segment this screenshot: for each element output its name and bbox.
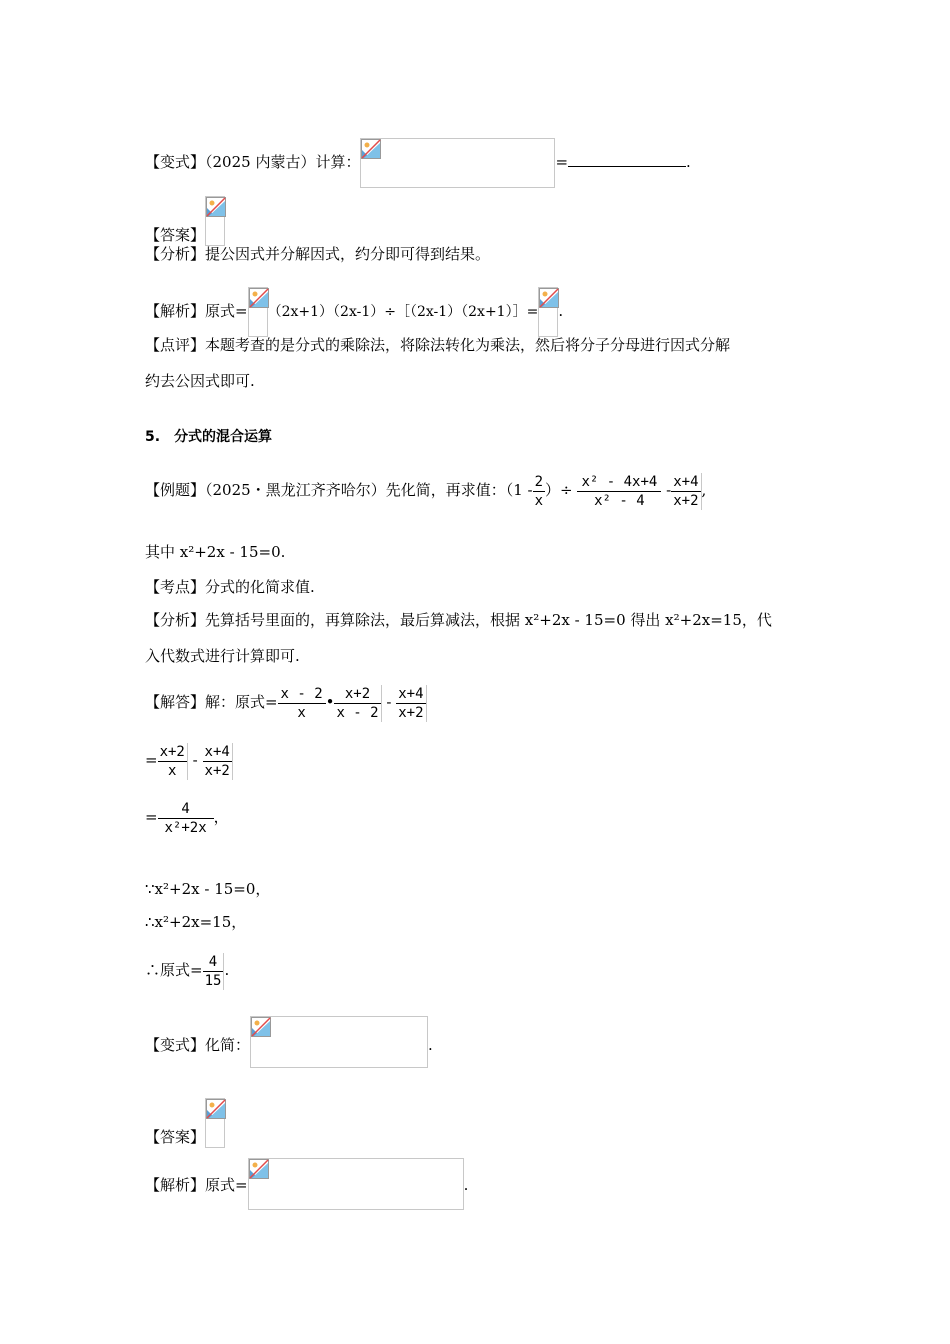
comment-1-line-1 <box>145 334 730 356</box>
minus-sign: - <box>386 693 392 711</box>
kaodian-text: 分式的化简求值. <box>205 578 315 596</box>
broken-image <box>205 196 225 246</box>
jieda-step-1 <box>145 682 427 722</box>
period: . <box>428 1036 433 1054</box>
variant-text: 化简： <box>205 1036 251 1054</box>
example <box>145 470 706 510</box>
broken-image <box>248 287 268 337</box>
broken-image-icon <box>251 1017 271 1037</box>
period: . <box>224 961 230 979</box>
solution-text: 原式= <box>205 302 248 320</box>
variant-text: （2025 内蒙古）计算： <box>205 153 361 171</box>
answer-tag: 【答案】 <box>145 226 206 244</box>
broken-image <box>538 287 558 337</box>
period: . <box>686 153 691 171</box>
fraction: $\frac{\text{x² - 4x+4}}{\text{x² - 4}}$ <box>577 473 661 510</box>
paren-open: （1 - <box>505 481 533 499</box>
paren-close-divide: ）÷ <box>545 481 573 499</box>
solution-1 <box>145 287 563 337</box>
because-line: ∵x²+2x - 15=0， <box>145 880 271 898</box>
example-condition: 其中 x²+2x - 15=0. <box>145 543 286 561</box>
solution-tag: 【解析】 <box>145 302 206 320</box>
answer-blank <box>568 152 686 167</box>
analysis-tag: 【分析】 <box>145 611 206 629</box>
fraction: $\frac{x+2}{x - 2}$ <box>334 685 381 722</box>
comment-tag: 【点评】 <box>145 336 206 354</box>
fraction: $\frac{x+4}{x+2}$ <box>671 473 701 510</box>
equals: = <box>145 808 158 826</box>
dot-operator: • <box>325 693 335 711</box>
solution-2 <box>145 1158 468 1210</box>
solution-tag: 【解析】 <box>145 1176 206 1194</box>
broken-image <box>205 1098 225 1148</box>
jieda-step-3 <box>145 797 229 837</box>
broken-image-icon <box>539 288 559 308</box>
analysis-text: 先算括号里面的，再算除法，最后算减法，根据 x²+2x - 15=0 得出 x²+2x=15，代 <box>205 611 772 629</box>
broken-image-icon <box>249 288 269 308</box>
jieda-tag: 【解答】 <box>145 693 206 711</box>
answer-2 <box>145 1098 225 1148</box>
solution-expression: （2x+1）（2x-1）÷［（2x-1）（2x+1）］= <box>267 304 539 320</box>
solution-text: 原式= <box>205 1176 248 1194</box>
broken-image-icon <box>249 1159 269 1179</box>
fraction: $\frac{x+4}{x+2}$ <box>396 685 426 722</box>
section-number: 5. <box>145 429 161 445</box>
equals: = <box>555 153 569 171</box>
result-text: ∴原式= <box>145 961 203 979</box>
result-line <box>145 950 229 990</box>
minus-sign: - <box>192 751 198 769</box>
section-title: 分式的混合运算 <box>174 429 273 445</box>
kaodian <box>145 576 315 598</box>
fraction: $\frac{2}{x}$ <box>534 473 544 509</box>
broken-image <box>250 1016 428 1068</box>
broken-image-icon <box>206 197 226 217</box>
broken-image-icon <box>361 139 381 159</box>
comment-text: 本题考查的是分式的乘除法，将除法转化为乘法，然后将分子分母进行因式分解 <box>205 336 731 354</box>
variant-tag: 【变式】 <box>145 1036 206 1054</box>
comma: ， <box>213 808 229 826</box>
example-tag: 【例题】 <box>145 481 206 499</box>
broken-image-icon <box>206 1099 226 1119</box>
variant-tag: 【变式】 <box>145 153 206 171</box>
answer-1 <box>145 196 225 246</box>
jieda-text: 解：原式= <box>205 693 278 711</box>
jieda-step-2 <box>145 740 233 780</box>
analysis-2-line-2: 入代数式进行计算即可. <box>145 647 300 665</box>
answer-tag: 【答案】 <box>145 1128 206 1146</box>
variant-1 <box>145 138 691 188</box>
example-text: （2025・黑龙江齐齐哈尔）先化简，再求值： <box>205 481 506 499</box>
analysis-text: 提公因式并分解因式，约分即可得到结果。 <box>205 245 491 263</box>
section-heading <box>145 426 272 448</box>
minus-sign: - <box>666 481 672 499</box>
fraction: $\frac{x - 2}{x}$ <box>278 685 326 722</box>
variant-2 <box>145 1016 433 1068</box>
fraction: $\frac{4}{\text{x²+2x}}$ <box>158 800 214 837</box>
analysis-2-line-1 <box>145 609 772 631</box>
analysis-1 <box>145 243 490 265</box>
therefore-line: ∴x²+2x=15， <box>145 913 247 931</box>
fraction: $\frac{x+2}{x}$ <box>158 743 188 780</box>
comma: , <box>701 481 707 499</box>
fraction: $\frac{4}{15}$ <box>203 953 225 990</box>
fraction: $\frac{x+4}{x+2}$ <box>203 743 233 780</box>
broken-image <box>248 1158 464 1210</box>
analysis-tag: 【分析】 <box>145 245 206 263</box>
kaodian-tag: 【考点】 <box>145 578 206 596</box>
broken-image <box>360 138 555 188</box>
period: . <box>558 302 564 320</box>
comment-1-line-2: 约去公因式即可. <box>145 372 255 390</box>
equals: = <box>145 751 158 769</box>
period: . <box>463 1176 469 1194</box>
